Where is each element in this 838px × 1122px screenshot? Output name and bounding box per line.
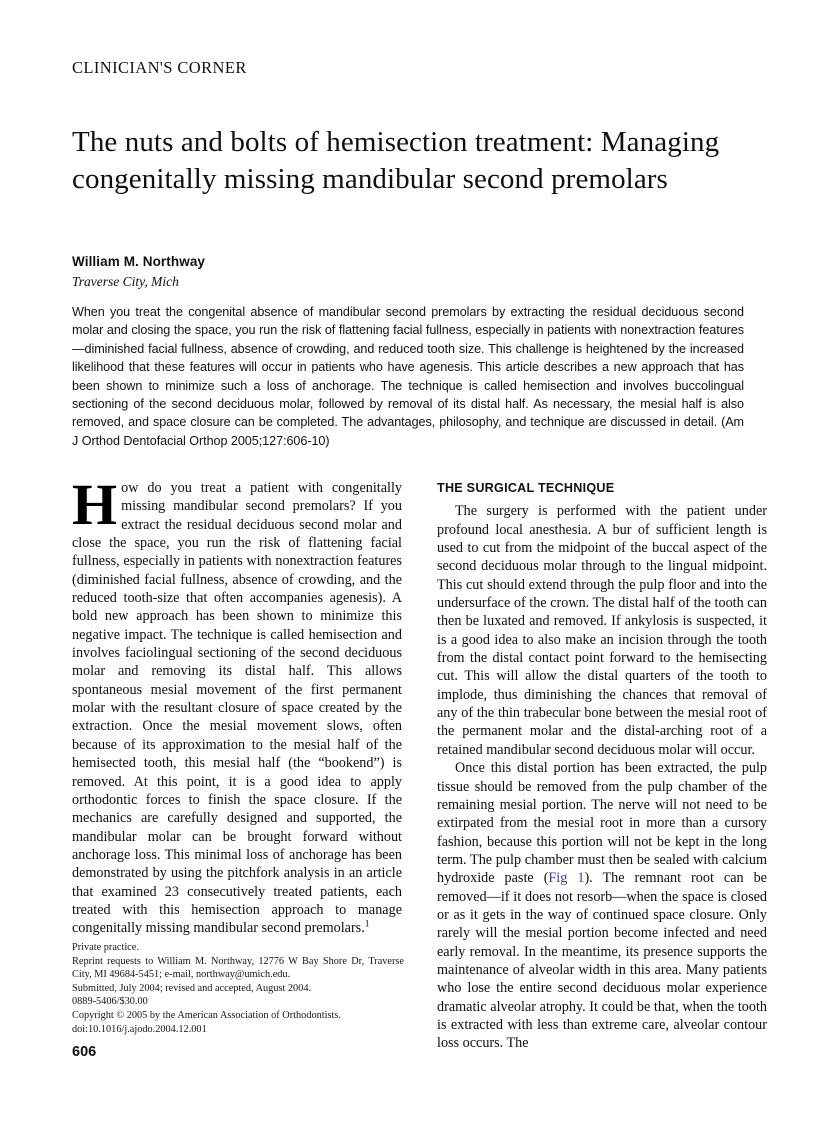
section-heading-surgical-technique: THE SURGICAL TECHNIQUE [437, 481, 615, 495]
intro-paragraph-text: ow do you treat a patient with congenitally missing mandibular second premolars? If you extract the residual deciduous second molar and close the space, you run the risk of flattening facial fullness, especially in patients with nonextraction features (diminished facial fullness, absence of crowding, and the reduced tooth-size that often accompanies agenesis). A bold new approach has been shown to minimize this negative impact. The technique is called hemisection and involves faciolingual sectioning of the second deciduous molar and removing its distal half. This allows spontaneous mesial movement of the first permanent molar with the resultant closure of space created by the extraction. Once the mesial movement slows, often because of its approximation to the mesial half of the hemisected tooth, this mesial half (the “bookend”) is removed. At this point, it is a good idea to apply orthodontic forces to finish the space closure. If the mechanics are carefully designed and supported, the mandibular molar can be brought forward without anchorage loss. This minimal loss of anchorage has been demonstrated by using the pitchfork analysis in an article that examined 23 consecutively treated patients, each treated with this hemisection approach to manage congenitally missing mandibular second premolars. [72, 480, 402, 937]
author-name: William M. Northway [72, 254, 206, 269]
section-label: CLINICIAN'S CORNER [72, 58, 247, 77]
body-column-right [437, 479, 767, 1053]
drop-cap: H [72, 472, 118, 537]
body-column-left [72, 472, 402, 938]
footnote-copyright: Copyright © 2005 by the American Association of Orthodontists. [72, 1009, 341, 1021]
footnote-issn: 0889-5406/$30.00 [72, 996, 148, 1008]
footnote-doi: doi:10.1016/j.ajodo.2004.12.001 [72, 1023, 207, 1035]
page-number: 606 [72, 1044, 97, 1060]
footnote-private-practice: Private practice. [72, 942, 139, 953]
footnote-reference[interactable]: 1 [364, 919, 370, 930]
surgical-technique-paragraph-2 [437, 759, 767, 1053]
author-affiliation: Traverse City, Mich [72, 274, 179, 289]
paragraph-2-lead-text: Once this distal portion has been extracted, the pulp tissue should be removed from the pulp chamber of the remaining mesial portion. The nerve will not need to be extirpated from the mesial root in more than a cursory fashion, because this portion will not be kept in the long term. The pulp chamber must then be sealed with calcium hydroxide paste ( [437, 760, 767, 887]
paragraph-2-trailing-text: ). The remnant root can be removed—if it does not resorb—when the space is closed or as it gets in the way of continued space closure. Only rarely will the mesial portion become infected and need early removal. In the meantime, its presence supports the maintenance of alveolar width in this area. Many patients who lose the entire second deciduous molar experience dramatic alveolar atrophy. It could be that, when the tooth is extracted with less than extreme care, alveolar contour loss occurs. The [437, 870, 767, 1052]
footnote-reprint-requests: Reprint requests to William M. Northway, 12776 W Bay Shore Dr, Traverse City, MI 49684-5451; e-mail, northway@umich.edu. [72, 955, 404, 981]
abstract: When you treat the congenital absence of mandibular second premolars by extracting the residual deciduous second molar and closing the space, you run the risk of flattening facial fullness, especially in patients with nonextraction features—diminished facial fullness, absence of crowding, and reduced tooth size. This challenge is heightened by the increased likelihood that these features will occur in patients who have agenesis. This article describes a new approach that has been shown to minimize such a loss of anchorage. The technique is called hemisection and involves buccolingual sectioning of the second deciduous molar, followed by removal of its distal half. As necessary, the mesial half is also removed, and space closure can be completed. The advantages, philosophy, and technique are discussed in detail. (Am J Orthod Dentofacial Orthop 2005;127:606-10) [72, 305, 744, 448]
intro-paragraph [72, 472, 402, 938]
page-title: The nuts and bolts of hemisection treatment: Managing congenitally missing mandibular second premolars [72, 126, 720, 195]
footnote-block [72, 941, 404, 1036]
surgical-technique-paragraph-1: The surgery is performed with the patient under profound local anesthesia. A bur of sufficient length is used to cut from the midpoint of the buccal aspect of the second deciduous molar through to the lingual midpoint. This cut should extend through the pulp floor and into the undersurface of the crown. The distal half of the tooth can then be luxated and removed. If ankylosis is suspected, it is a good idea to also make an incision through the tooth from the distal contact point forward to the hemisecting cut. This will allow the distal quarters of the tooth to implode, thus diminishing the chances that removal of any of the thin trabecular bone between the mesial root of the permanent molar and the distal-arching root of a retained mandibular second deciduous molar will occur. [437, 503, 767, 758]
figure-1-link[interactable]: Fig 1 [548, 870, 585, 887]
footnote-submission-dates: Submitted, July 2004; revised and accepted, August 2004. [72, 982, 312, 994]
